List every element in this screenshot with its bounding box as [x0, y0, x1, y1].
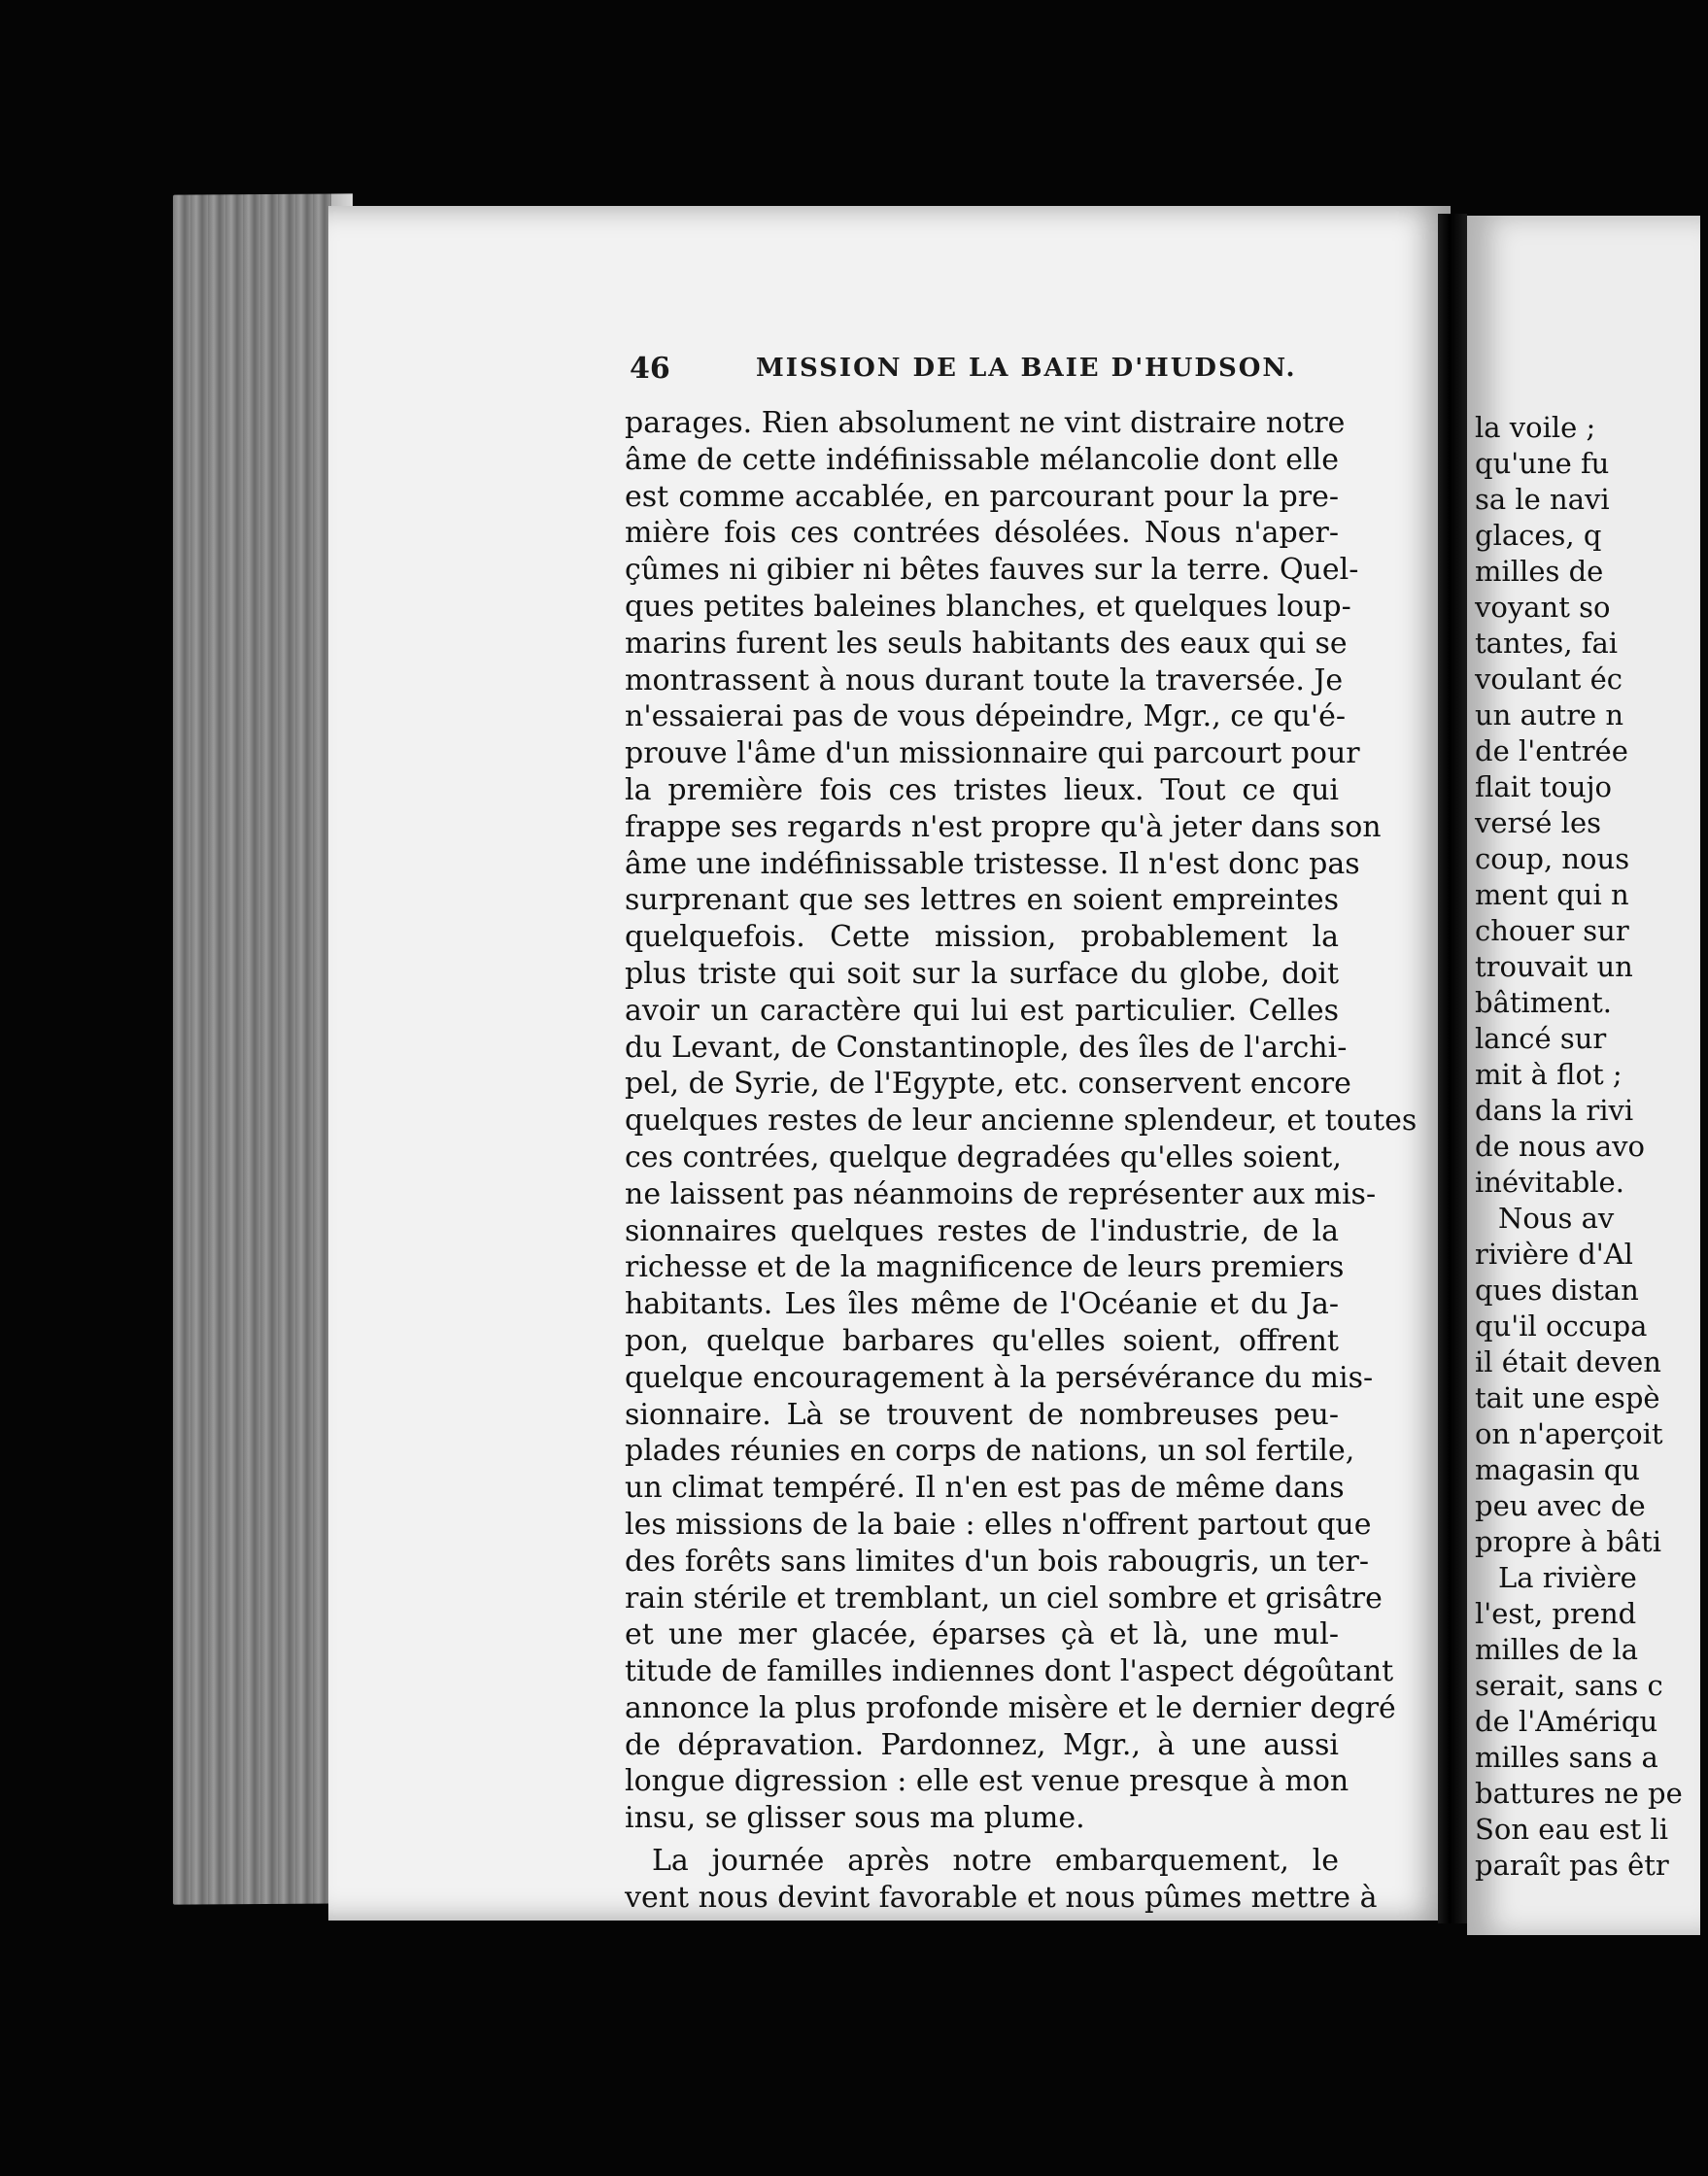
- left-page: [328, 206, 1451, 1921]
- text-line: montrassent à nous durant toute la traversée. Je: [625, 663, 1344, 697]
- text-line: du Levant, de Constantinople, des îles de l'archi-: [625, 1030, 1348, 1065]
- text-line: avoir un caractère qui lui est particulier. Celles: [625, 993, 1339, 1028]
- text-line: ques petites baleines blanches, et quelques loup-: [625, 589, 1351, 624]
- text-line: quelque encouragement à la persévérance du mis-: [625, 1360, 1374, 1395]
- text-line: il était deven: [1475, 1345, 1661, 1378]
- text-line: dans la rivi: [1475, 1094, 1634, 1127]
- text-line: habitants. Les îles même de l'Océanie et du Ja-: [625, 1287, 1339, 1322]
- text-line: La rivière: [1498, 1561, 1637, 1594]
- text-line: rain stérile et tremblant, un ciel sombre et grisâtre: [625, 1581, 1383, 1615]
- text-line: pon, quelque barbares qu'elles soient, offrent: [625, 1323, 1339, 1358]
- text-line: çûmes ni gibier ni bêtes fauves sur la terre. Quel-: [625, 553, 1359, 588]
- text-line: ques distan: [1475, 1274, 1639, 1307]
- text-line: frappe ses regards n'est propre qu'à jeter dans son: [625, 809, 1382, 844]
- text-line: lancé sur: [1475, 1022, 1607, 1055]
- text-line: mit à flot ;: [1475, 1058, 1623, 1091]
- text-line: annonce la plus profonde misère et le dernier degré: [625, 1690, 1396, 1725]
- text-line: les missions de la baie : elles n'offrent partout que: [625, 1507, 1372, 1542]
- text-line: ces contrées, quelque degradées qu'elles soient,: [625, 1139, 1342, 1174]
- text-line: âme de cette indéfinissable mélancolie dont elle: [625, 442, 1339, 477]
- text-line: qu'il occupa: [1475, 1309, 1648, 1343]
- page-number: 46: [630, 352, 670, 386]
- text-line: chouer sur: [1475, 914, 1629, 947]
- text-line: ne laissent pas néanmoins de représenter aux mis-: [625, 1176, 1377, 1211]
- text-line: pel, de Syrie, de l'Egypte, etc. conservent encore: [625, 1067, 1351, 1102]
- text-line: titude de familles indiennes dont l'aspect dégoûtant: [625, 1654, 1394, 1689]
- text-line: sionnaire. Là se trouvent de nombreuses peu-: [625, 1397, 1339, 1432]
- text-line: voulant éc: [1475, 663, 1623, 696]
- page-edges: [173, 193, 353, 1904]
- text-line: qu'une fu: [1475, 447, 1610, 480]
- text-line: La journée après notre embarquement, le: [652, 1844, 1339, 1879]
- text-line: n'essaierai pas de vous dépeindre, Mgr., ce qu'é-: [625, 699, 1347, 734]
- text-line: vent nous devint favorable et nous pûmes mettre à: [625, 1880, 1378, 1915]
- text-line: voyant so: [1475, 591, 1611, 624]
- text-line: coup, nous: [1475, 842, 1630, 875]
- text-line: de dépravation. Pardonnez, Mgr., à une aussi: [625, 1727, 1339, 1762]
- text-line: milles sans a: [1475, 1741, 1658, 1774]
- text-line: magasin qu: [1475, 1453, 1640, 1486]
- text-line: flait toujo: [1475, 770, 1613, 803]
- open-book: [173, 194, 1683, 1933]
- text-line: de l'Amériqu: [1475, 1705, 1658, 1738]
- text-line: richesse et de la magnificence de leurs premiers: [625, 1250, 1345, 1285]
- text-line: un autre n: [1475, 698, 1624, 731]
- right-page: [1467, 216, 1700, 1935]
- paragraph: [625, 1843, 1378, 1917]
- text-line: battures ne pe: [1475, 1777, 1683, 1810]
- book-gutter: [1438, 214, 1467, 1923]
- text-line: ment qui n: [1475, 878, 1629, 911]
- text-line: plus triste qui soit sur la surface du globe, doit: [625, 956, 1339, 991]
- text-line: peu avec de: [1475, 1489, 1646, 1522]
- text-line: Nous av: [1498, 1202, 1615, 1235]
- text-line: on n'aperçoit: [1475, 1417, 1663, 1450]
- text-line: prouve l'âme d'un missionnaire qui parcourt pour: [625, 736, 1360, 771]
- text-line: la première fois ces tristes lieux. Tout ce qui: [625, 772, 1339, 807]
- text-line: trouvait un: [1475, 950, 1633, 983]
- text-line: la voile ;: [1475, 411, 1596, 444]
- text-line: inévitable.: [1475, 1166, 1624, 1199]
- text-line: l'est, prend: [1475, 1597, 1637, 1630]
- running-head: MISSION DE LA BAIE D'HUDSON.: [756, 354, 1297, 383]
- text-line: milles de: [1475, 555, 1604, 588]
- text-line: tantes, fai: [1475, 627, 1619, 660]
- text-line: propre à bâti: [1475, 1525, 1661, 1558]
- text-line: surprenant que ses lettres en soient empreintes: [625, 883, 1339, 918]
- text-line: versé les: [1475, 806, 1601, 839]
- text-line: de l'entrée: [1475, 734, 1628, 767]
- text-line: insu, se glisser sous ma plume.: [625, 1801, 1085, 1836]
- paragraph: [625, 405, 1418, 1837]
- text-line: sa le navi: [1475, 483, 1610, 516]
- text-line: est comme accablée, en parcourant pour la pre-: [625, 479, 1339, 514]
- right-page-text: [1475, 410, 1708, 1884]
- body-text: [625, 405, 1418, 1917]
- text-line: mière fois ces contrées désolées. Nous n'aper-: [625, 516, 1339, 551]
- text-line: de nous avo: [1475, 1130, 1645, 1163]
- text-line: un climat tempéré. Il n'en est pas de même dans: [625, 1471, 1345, 1506]
- text-line: longue digression : elle est venue presque à mon: [625, 1764, 1349, 1799]
- text-line: plades réunies en corps de nations, un sol fertile,: [625, 1434, 1355, 1469]
- text-line: tait une espè: [1475, 1381, 1660, 1414]
- text-line: milles de la: [1475, 1633, 1639, 1666]
- text-line: quelques restes de leur ancienne splendeur, et toutes: [625, 1104, 1418, 1139]
- text-line: Son eau est li: [1475, 1813, 1669, 1846]
- text-line: paraît pas êtr: [1475, 1849, 1669, 1882]
- text-line: et une mer glacée, éparses çà et là, une mul-: [625, 1617, 1339, 1652]
- text-line: rivière d'Al: [1475, 1238, 1633, 1271]
- text-line: bâtiment.: [1475, 986, 1612, 1019]
- text-line: glaces, q: [1475, 519, 1602, 552]
- text-line: parages. Rien absolument ne vint distraire notre: [625, 406, 1346, 440]
- text-line: âme une indéfinissable tristesse. Il n'est donc pas: [625, 846, 1360, 881]
- text-line: quelquefois. Cette mission, probablement la: [625, 920, 1339, 955]
- text-line: marins furent les seuls habitants des eaux qui se: [625, 626, 1348, 661]
- text-line: des forêts sans limites d'un bois rabougris, un ter-: [625, 1544, 1369, 1579]
- text-line: serait, sans c: [1475, 1669, 1663, 1702]
- text-line: sionnaires quelques restes de l'industrie, de la: [625, 1213, 1339, 1248]
